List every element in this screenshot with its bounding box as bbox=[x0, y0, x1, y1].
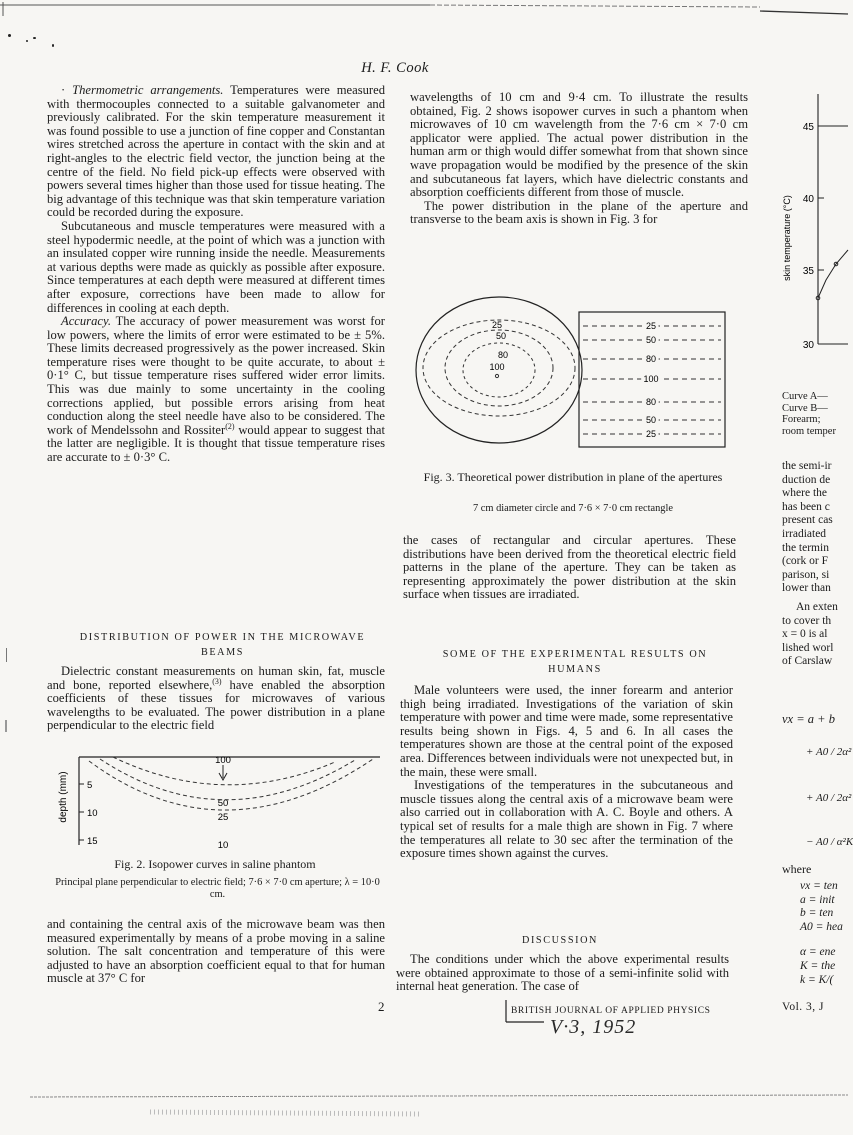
col1-text-mid bbox=[47, 665, 385, 733]
fig3-rect-label: 25 bbox=[645, 321, 657, 331]
fig2-tick-label: 5 bbox=[87, 780, 93, 791]
fig3-circle-label: 50 bbox=[495, 331, 507, 341]
col2-text-bottom bbox=[396, 953, 729, 994]
section-heading-discussion: DISCUSSION bbox=[521, 935, 598, 946]
col3-definitions: vx = ten a = init b = ten A0 = hea α = ene K = the k = K/( bbox=[800, 880, 843, 986]
paragraph-volunteers: Male volunteers were used, the inner forearm and anterior thigh being irradiated. Investigations of the variation of skin temperature with power and time were made, some representative results being shown in Figs. 4, 5 and 6. In all cases the temperatures shown are those at the central point of the exposed area. Differences between individuals were not unexpected but, in the main, these were small. bbox=[400, 683, 733, 779]
fig2-curve-label: 10 bbox=[217, 840, 229, 851]
col3-chart bbox=[778, 88, 848, 360]
journal-name: BRITISH JOURNAL OF APPLIED PHYSICS bbox=[511, 1006, 711, 1016]
col3-equation-term: − A0 / α²K bbox=[806, 836, 853, 848]
fig3-caption: Fig. 3. Theoretical power distribution in plane of the apertures bbox=[423, 470, 723, 484]
scan-edge-bottom bbox=[0, 1090, 848, 1130]
fig3-circle-label: 80 bbox=[497, 350, 509, 360]
fig3-subcaption: 7 cm diameter circle and 7·6 × 7·0 cm rectangle bbox=[472, 503, 673, 514]
running-header: H. F. Cook bbox=[361, 60, 429, 76]
fig2-curve-label: 50 bbox=[217, 798, 229, 809]
handwritten-volume: V·3, 1952 bbox=[550, 1016, 637, 1038]
paragraph-apertures: the cases of rectangular and circular apertures. These distributions have been derived from the theoretical electric field patterns in the plane of the aperture. They can be taken as representing approximately the power distribution at the skin surface when tissues are irradiated. bbox=[403, 533, 736, 602]
section-heading-experimental: SOME OF THE EXPERIMENTAL RESULTS ON HUMANS bbox=[442, 649, 708, 675]
section-heading-distribution: DISTRIBUTION OF POWER IN THE MICROWAVE BEAMS bbox=[79, 632, 366, 658]
scan-speck bbox=[8, 34, 11, 37]
col3-equation-1: vx = a + b bbox=[782, 712, 835, 726]
col2-text-top bbox=[410, 91, 748, 227]
col1-text-bottom bbox=[47, 918, 385, 986]
col3-chart-curve bbox=[818, 250, 848, 298]
col2-text-lower bbox=[400, 684, 733, 861]
fig3-rect-label: 80 bbox=[645, 397, 657, 407]
paragraph-dielectric: Dielectric constant measurements on human skin, fat, muscle and bone, reported elsewhere,$^{(3)}$ have enabled the absorption coefficients of these tissues for microwaves of various wavelengths to be evaluated. The power distribution in a plane perpendicular to the electric field bbox=[47, 664, 385, 733]
fig2-tick-label: 10 bbox=[87, 808, 98, 819]
fig2-caption: Fig. 2. Isopower curves in saline phantom bbox=[114, 857, 316, 871]
paragraph-wavelengths: wavelengths of 10 cm and 9·4 cm. To illustrate the results obtained, Fig. 2 shows isopower curves in such a phantom when microwaves of 10 cm wavelength from the 7·6 cm × 7·0 cm applicator were applied. The actual power distribution in the human arm or thigh would differ somewhat from that shown since wave propagation would be modified by the presence of the skin and subcutaneous fat layers, which have dielectric constants and absorption coefficients different from those of muscle. bbox=[410, 90, 748, 200]
fig2-curve-label: 25 bbox=[217, 812, 229, 823]
col3-where: where bbox=[782, 862, 812, 876]
fig3-rect-label: 100 bbox=[643, 374, 659, 384]
col3-chart-tick: 30 bbox=[802, 340, 814, 351]
col3-chart-tick: 40 bbox=[802, 194, 814, 205]
paragraph-subcutaneous-investigations: Investigations of the temperatures in the subcutaneous and muscle tissues along the central axis of a microwave beam were also carried out in collaboration with A. C. Boyle and others. A typical set of results for a male thigh are shown in Fig. 7 where the temperatures all relate to 30 sec after the termination of the exposure times shown against the curves. bbox=[400, 778, 733, 861]
col3-caption-strip: Curve A— Curve B— Forearm; room temper bbox=[782, 391, 836, 437]
figure-3 bbox=[415, 298, 735, 463]
fig3-circle-label: 100 bbox=[489, 362, 505, 372]
scan-speck bbox=[33, 37, 36, 39]
paragraph-probe: and containing the central axis of the microwave beam was then measured experimentally by means of a probe moving in a saline solution. The salt concentration and temperature of this were adjusted to have an absorption coefficient equal to that for human muscle at 37° C for bbox=[47, 917, 385, 986]
paragraph-thermometric: · Thermometric arrangements. Temperatures were measured with thermocouples connected to a suitable galvanometer and previously calibrated. For the skin temperature measurement it was found possible to use a junction of fine copper and Constantan wires stretched across the aperture in contact with the skin and at right-angles to the electric field vector, the junction being at the centre of the field. No field pick-up effects were observed with powers several times higher than those used for tissue heating. The big advantage of this technique was that skin temperature variation could be recorded during the exposure. bbox=[47, 83, 386, 220]
fig3-rect-label: 50 bbox=[645, 415, 657, 425]
fig2-tick-label: 15 bbox=[87, 836, 98, 847]
fig3-circle-label: 25 bbox=[491, 320, 503, 330]
paragraph-subcutaneous: Subcutaneous and muscle temperatures were measured with a steel hypodermic needle, at the point of which was a junction with an insulated copper wire running inside the needle. Measurements at various depths were made as quickly as possible after exposure. Since temperatures at each depth were measured at different times after exposure, corrections have been made to allow for differences in cooling at each depth. bbox=[47, 218, 385, 315]
fig3-rect-label: 25 bbox=[645, 429, 657, 439]
col3-text-strip-2: An exten to cover th x = 0 is al lished worl of Carslaw bbox=[782, 601, 838, 668]
page-number: 2 bbox=[378, 999, 385, 1014]
run-in-heading: Accuracy. bbox=[61, 314, 111, 329]
col3-volume-footer: Vol. 3, J bbox=[782, 1001, 824, 1013]
col2-text-mid bbox=[403, 534, 736, 602]
paragraph-power-distribution: The power distribution in the plane of the aperture and transverse to the beam axis is shown in Fig. 3 for bbox=[410, 198, 748, 227]
col3-text-strip-1: the semi-ir duction de where the has been c present cas irradiated the termin (cork or F parison, si lower than bbox=[782, 460, 833, 595]
scan-speck bbox=[26, 40, 28, 42]
fig3-rect-label: 50 bbox=[645, 335, 657, 345]
paragraph-conditions: The conditions under which the above experimental results were obtained approximate to those of a semi-infinite solid with internal heat generation. The case of bbox=[396, 952, 729, 994]
margin-mark bbox=[5, 720, 7, 732]
col3-chart-tick: 35 bbox=[802, 266, 814, 277]
scan-speck bbox=[52, 44, 54, 47]
run-in-heading: Thermometric arrangements. bbox=[72, 83, 224, 97]
figure-2 bbox=[55, 748, 385, 853]
paragraph-accuracy: Accuracy. The accuracy of power measurement was worst for low powers, where the limits of error were estimated to be ± 5%. These limits decreased progressively as the power increased. Skin temperature rises were thought to be quite accurate, to about ± 0·1° C, but tissue temperature rises suffered wider error limits. This was due mainly to some uncertainty in the cooling corrections applied, but possible errors arising from heat conduction along the steel needle have also to be considered. The work of Mendelssohn and Rossiter$^{(2)}$ would appear to suggest that the latter are negligible. It is thought that tissue temperature rises are accurate to ± 0·3° C. bbox=[47, 314, 385, 465]
col3-equation-term: + A0 / 2α² bbox=[806, 746, 852, 758]
fig2-top-label: 100 bbox=[215, 755, 231, 766]
margin-mark bbox=[6, 648, 7, 662]
fig2-subcaption: Principal plane perpendicular to electric field; 7·6 × 7·0 cm aperture; λ = 10·0 cm. bbox=[55, 877, 380, 900]
col3-chart-tick: 45 bbox=[802, 122, 814, 133]
fig3-rect-label: 80 bbox=[645, 354, 657, 364]
fig2-ylabel: depth (mm) bbox=[58, 771, 69, 823]
col3-chart-ylabel: skin temperature (°C) bbox=[782, 195, 792, 281]
col1-text-top bbox=[47, 84, 385, 465]
scan-edge-top bbox=[0, 2, 848, 16]
col3-equation-term: + A0 / 2α² bbox=[806, 792, 852, 804]
